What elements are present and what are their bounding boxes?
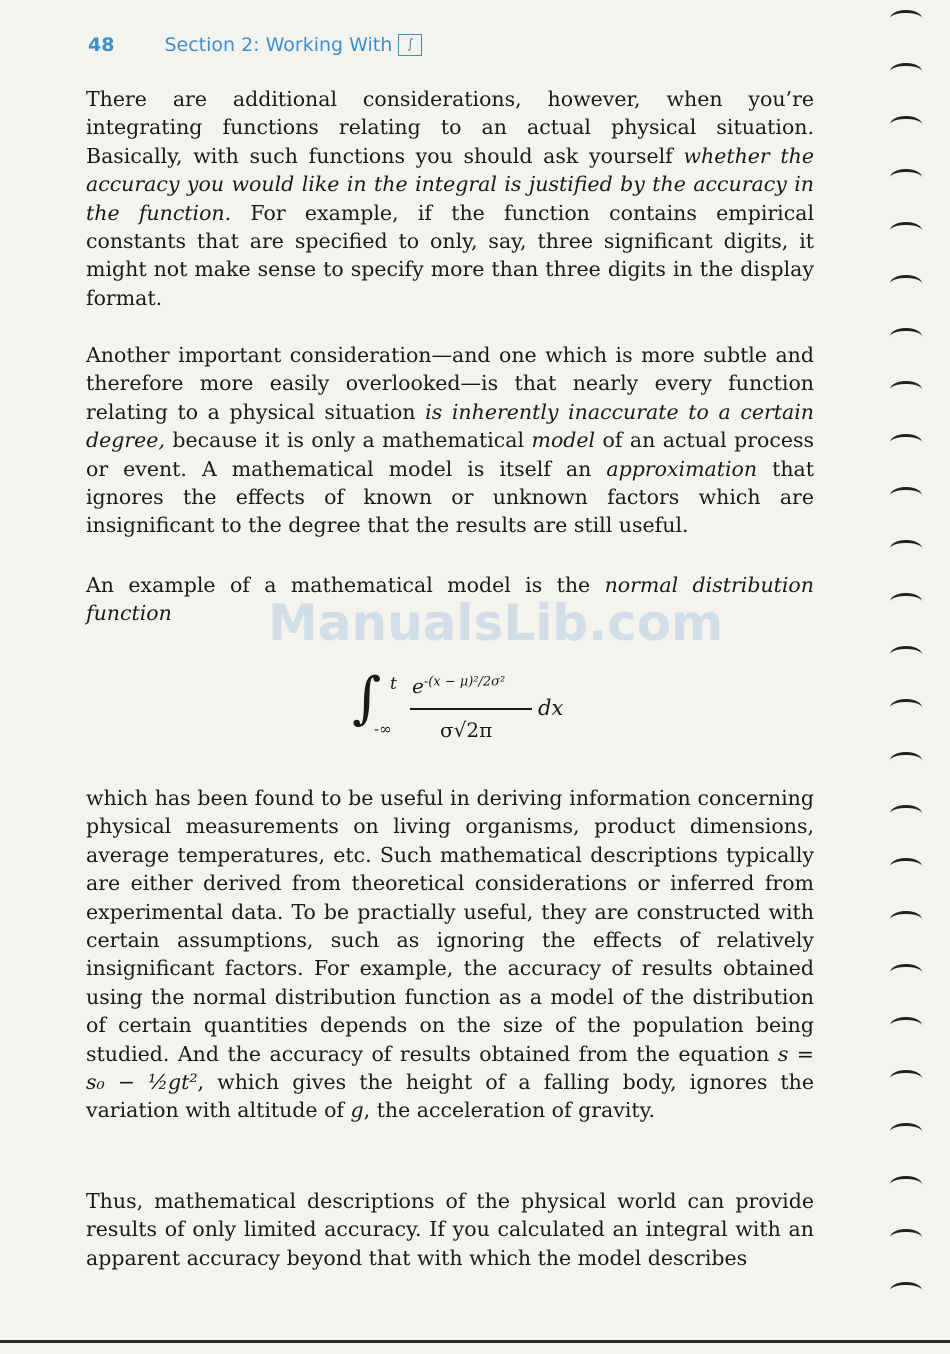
watermark: ManualsLib.com (268, 594, 724, 652)
emphasis: model (531, 428, 596, 453)
denominator: σ√2π (440, 718, 493, 742)
text: , the acceleration of gravity. (363, 1098, 656, 1123)
upper-limit: t (390, 674, 397, 694)
page-header (88, 34, 422, 56)
page-number: 48 (88, 34, 115, 56)
fraction-bar (410, 708, 532, 710)
emphasis: approximation (606, 456, 758, 481)
falling-body-equation: s = s₀ − ½gt² (86, 1041, 814, 1095)
binding-ring (890, 1070, 922, 1087)
binding-ring (890, 63, 922, 80)
integral-key-icon: ∫ (398, 34, 422, 56)
binding-ring (890, 169, 922, 186)
text: which has been found to be useful in deriving information concerning physical measurements on living organisms, product dimensions, average temperatures, etc. Such mathematical descriptions typically are either derived from theoretical considerations or inferred from experimental data. To be practially useful, they are constructed with certain assumptions, such as ignoring the effects of relatively insignificant factors. For example, the accuracy of results obtained using the normal distribution function as a model of the distribution of certain quantities depends on the size of the population being studied. And the accuracy of results obtained from the equation (86, 786, 814, 1066)
binding-ring (890, 487, 922, 504)
binding-ring (890, 1176, 922, 1193)
paragraph-model-usefulness (86, 784, 814, 1125)
numerator-exponent: -(x − μ)²/2σ² (423, 674, 506, 690)
binding-ring (890, 646, 922, 663)
numerator-base: e (412, 674, 424, 698)
integral-sign: ∫ (352, 666, 382, 731)
section-title: Section 2: Working With (164, 34, 393, 56)
numerator (412, 674, 505, 698)
binding-ring (890, 964, 922, 981)
binding-ring (890, 275, 922, 292)
binding-ring (890, 1282, 922, 1299)
text: , which gives the height of a falling body, ignores the variation with altitude of (86, 1070, 815, 1123)
binding-ring (890, 699, 922, 716)
normal-distribution-formula (352, 666, 592, 750)
binding-ring (890, 10, 922, 27)
emphasis: is inherently inaccurate to a certain degree, (86, 399, 814, 453)
binding-ring (890, 116, 922, 133)
lower-limit: -∞ (374, 720, 392, 738)
text: because it is only a mathematical (164, 428, 532, 453)
text: Another important consideration—and one which is more subtle and therefore more easily overlooked—is that nearly every function relating to a physical situation (86, 343, 814, 424)
text: Thus, mathematical descriptions of the physical world can provide results of only limited accuracy. If you calculated an integral with an apparent accuracy beyond that with which the model describes (86, 1189, 814, 1270)
paragraph-accuracy-justification (86, 85, 814, 312)
text: For example, if the function contains empirical constants that are specified to only, say, three significant digits, it might not make sense to specify more than three digits in the display format. (86, 200, 814, 310)
paragraph-inherent-inaccuracy (86, 341, 814, 540)
emphasis: whether the accuracy you would like in the integral is justified by the accuracy in the function. (86, 143, 815, 225)
binding-ring (890, 434, 922, 451)
binding-ring (890, 911, 922, 928)
emphasis: normal distribution function (86, 573, 814, 626)
paragraph-limited-accuracy (86, 1187, 814, 1272)
binding-ring (890, 858, 922, 875)
binding-ring (890, 805, 922, 822)
binding-ring (890, 222, 922, 239)
text: of an actual process or event. A mathematical model is itself an (86, 428, 814, 481)
binding-ring (890, 1229, 922, 1246)
binding-ring (890, 540, 922, 557)
page-bottom-edge (0, 1340, 950, 1343)
binding-ring (890, 381, 922, 398)
binding-ring (890, 752, 922, 769)
binding-ring (890, 1123, 922, 1140)
binding-ring (890, 328, 922, 345)
differential: dx (538, 696, 564, 720)
emphasis: g (350, 1098, 364, 1123)
binding-ring (890, 1017, 922, 1034)
binding-ring (890, 593, 922, 610)
text: that ignores the effects of known or unknown factors which are insignificant to the degree that the results are still useful. (86, 456, 814, 538)
text: There are additional considerations, however, when you’re integrating functions relating to an actual physical situation. Basically, with such functions you should ask yourself (86, 87, 814, 168)
text: An example of a mathematical model is the (86, 573, 605, 597)
